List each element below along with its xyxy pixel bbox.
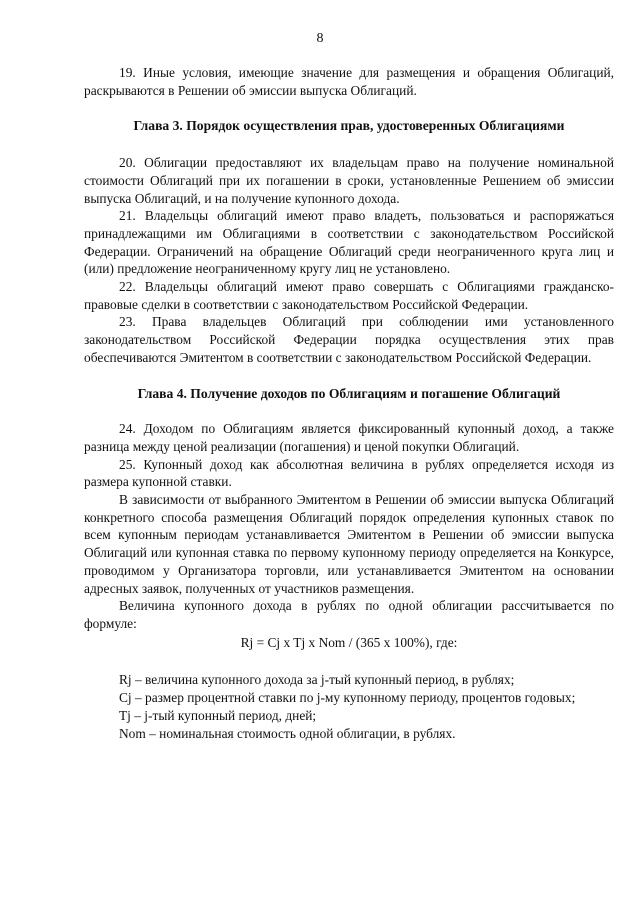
paragraph-23: 23. Права владельцев Облигаций при соблюдении ими установленного законодательством Российской Федерации порядка осуществления этих прав обеспечиваются Эмитентом в соответствии с законодательством Российской Федерации. — [84, 314, 614, 365]
chapter-4-title: Глава 4. Получение доходов по Облигациям и погашение Облигаций — [137, 385, 561, 401]
definition-rj: Rj – величина купонного дохода за j-тый купонный период, в рублях; — [119, 672, 515, 688]
document-body — [84, 64, 614, 742]
paragraph-21: 21. Владельцы облигаций имеют право владеть, пользоваться и распоряжаться принадлежащими им Облигациями в соответствии с законодательством Российской Федерации. Ограничений на обращение Облигаций среди неограниченного круга лиц и (или) предложение неограниченному кругу лиц не установлено. — [84, 208, 614, 277]
paragraph-25: 25. Купонный доход как абсолютная величина в рублях определяется исходя из размера купонной ставки. — [84, 456, 614, 490]
definition-tj: Tj – j-тый купонный период, дней; — [119, 707, 317, 723]
paragraph-22: 22. Владельцы облигаций имеют право совершать с Облигациями гражданско-правовые сделки в соответствии с законодательством Российской Федерации. — [84, 279, 614, 312]
page-number: 8 — [316, 31, 324, 46]
paragraph-coupon-rate-method: В зависимости от выбранного Эмитентом в Решении об эмиссии выпуска Облигаций конкретного способа размещения Облигаций порядок определения купонных ставок по всем купонным периодам устанавливается Эмитентом в Решении об эмиссии выпуска Облигаций или купонная ставка по первому купонному периоду определяется на Конкурсе, проводимом у Организатора торговли, или устанавливается Эмитентом на основании адресных заявок, полученных от участников размещения. — [84, 492, 614, 596]
definition-cj: Cj – размер процентной ставки по j-му купонному периоду, процентов годовых; — [119, 690, 576, 706]
paragraph-20: 20. Облигации предоставляют их владельцам право на получение номинальной стоимости Облигаций при их погашении в сроки, установленные Решением об эмиссии выпуска Облигаций, и на получение купонного дохода. — [84, 155, 614, 206]
definition-nom: Nom – номинальная стоимость одной облигации, в рублях. — [119, 725, 456, 741]
coupon-formula: Rj = Cj x Tj x Nom / (365 x 100%), где: — [240, 634, 458, 650]
paragraph-24: 24. Доходом по Облигациям является фиксированный купонный доход, а также разница между ценой реализации (погашения) и ценой покупки Облигаций. — [84, 421, 614, 454]
paragraph-19: 19. Иные условия, имеющие значение для размещения и обращения Облигаций, раскрываются в Решении об эмиссии выпуска Облигаций. — [84, 65, 614, 98]
paragraph-formula-intro: Величина купонного дохода в рублях по одной облигации рассчитывается по формуле: — [84, 598, 614, 631]
chapter-3-title: Глава 3. Порядок осуществления прав, удостоверенных Облигациями — [133, 118, 565, 134]
